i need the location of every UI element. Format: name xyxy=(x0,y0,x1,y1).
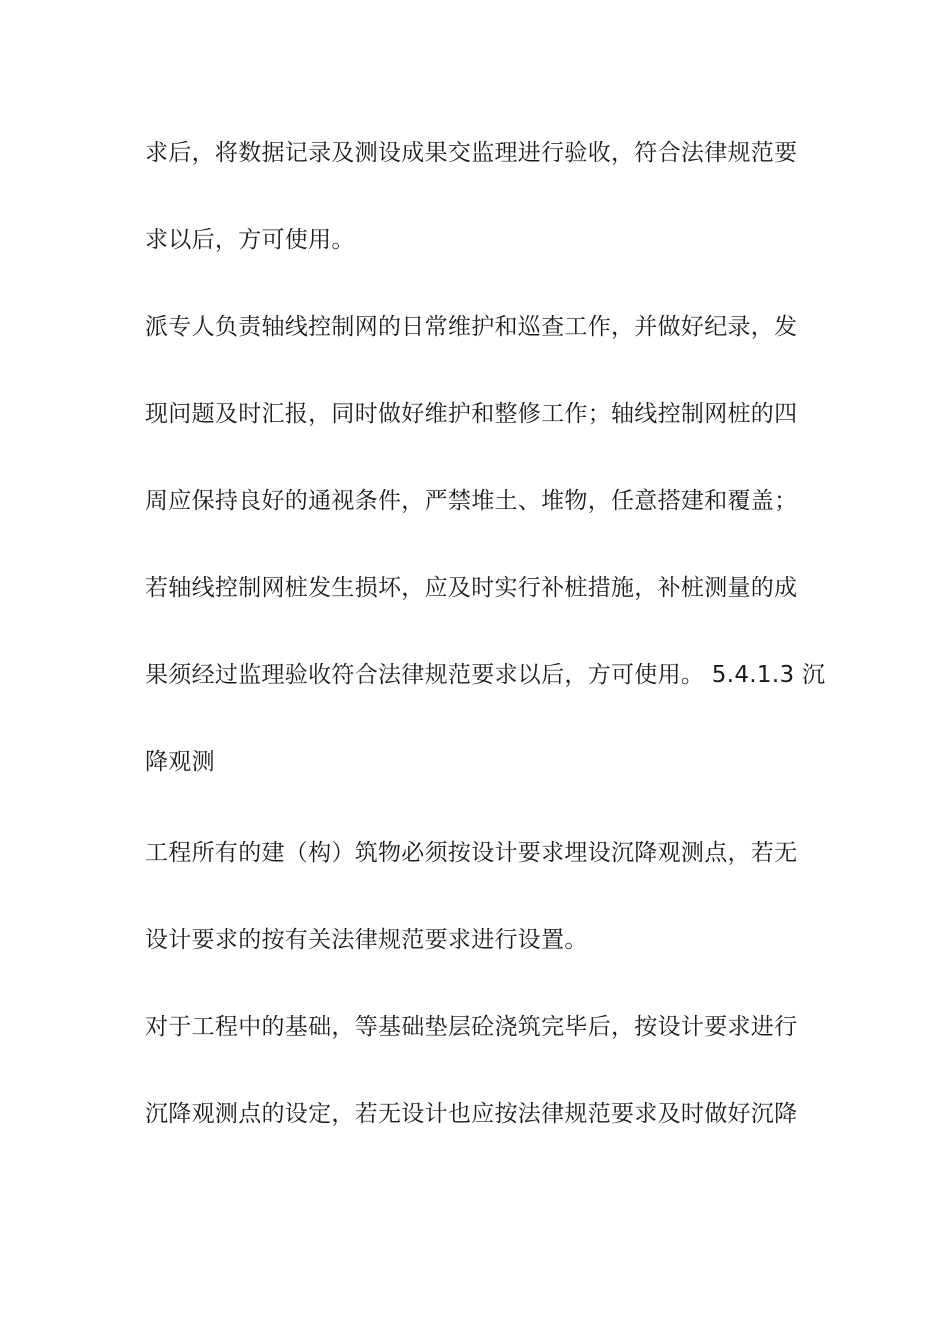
text-line: 派专人负责轴线控制网的日常维护和巡查工作，并做好纪录，发 xyxy=(145,314,798,340)
text-line: 果须经过监理验收符合法律规范要求以后，方可使用。 5.4.1.3 沉 xyxy=(145,662,826,688)
text-line: 若轴线控制网桩发生损坏，应及时实行补桩措施，补桩测量的成 xyxy=(145,575,798,601)
text-line: 求后，将数据记录及测设成果交监理进行验收，符合法律规范要 xyxy=(145,140,798,166)
section-heading-continuation: 降观测 xyxy=(145,749,215,775)
text-line: 工程所有的建（构）筑物必须按设计要求埋设沉降观测点，若无 xyxy=(145,840,798,866)
text-line: 现问题及时汇报，同时做好维护和整修工作；轴线控制网桩的四 xyxy=(145,401,798,427)
text-line: 对于工程中的基础，等基础垫层砼浇筑完毕后，按设计要求进行 xyxy=(145,1014,798,1040)
text-line: 设计要求的按有关法律规范要求进行设置。 xyxy=(145,927,588,953)
text-line: 周应保持良好的通视条件，严禁堆土、堆物，任意搭建和覆盖； xyxy=(145,488,798,514)
text-line: 沉降观测点的设定，若无设计也应按法律规范要求及时做好沉降 xyxy=(145,1101,798,1127)
text-line: 求以后，方可使用。 xyxy=(145,227,355,253)
